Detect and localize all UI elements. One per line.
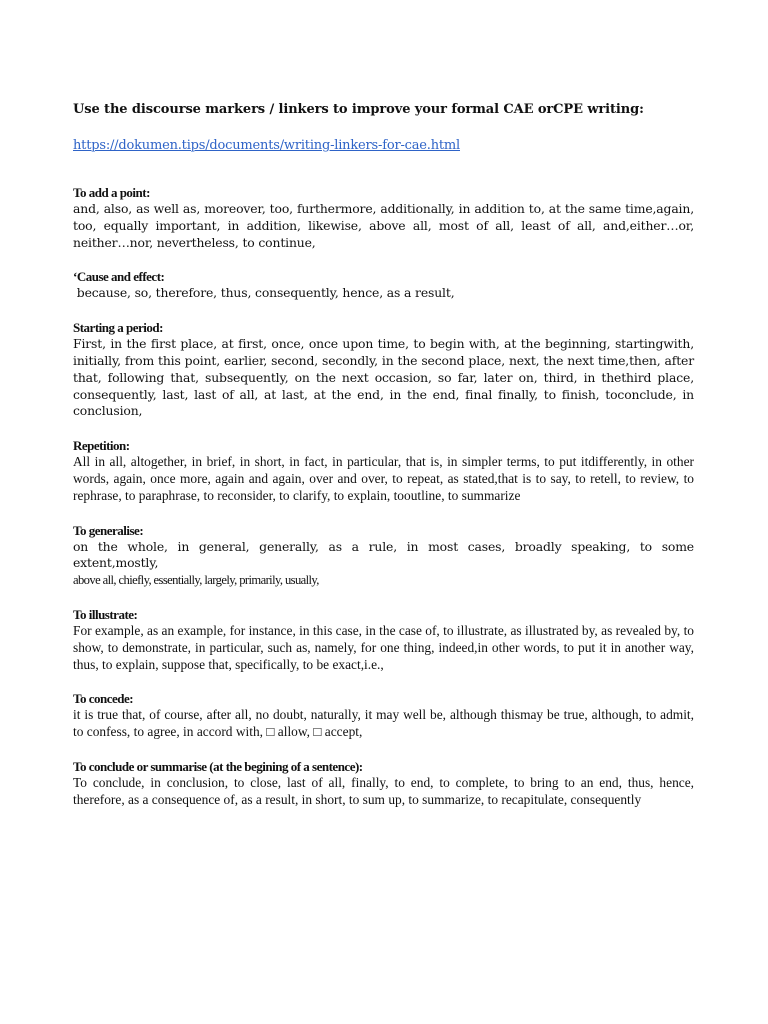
document-heading: Use the discourse markers / linkers to improve your formal CAE orCPE writing: (73, 102, 644, 117)
section-body: it is true that, of course, after all, no doubt, naturally, it may well be, although thismay be true, although, to admit, to confess, to agree, in accord with, □ allow, □ accept, (73, 707, 694, 740)
section-body-line: above all, chiefly, essentially, largely, primarily, usually, (73, 573, 319, 588)
section-title: ‘Cause and effect: (73, 269, 165, 285)
section-starting-a-period (73, 319, 694, 420)
section-cause-and-effect (73, 268, 694, 302)
section-generalise (73, 522, 694, 589)
section-illustrate (73, 606, 694, 673)
section-body-line: on the whole, in general, generally, as a rule, in most cases, broadly speaking, to some extent,mostly, (73, 538, 694, 571)
section-title: Starting a period: (73, 320, 163, 336)
section-body: For example, as an example, for instance, in this case, in the case of, to illustrate, as illustrated by, as revealed by, to show, to demonstrate, in particular, such as, namely, for one thing, indeed,in other words, to put it in another way, thus, to explain, suppose that, specifically, to be exact,i.e., (73, 622, 694, 672)
section-title: To generalise: (73, 522, 144, 538)
section-conclude-or-summarise (73, 758, 694, 809)
section-title: To concede: (73, 691, 134, 707)
document-page (73, 100, 694, 809)
section-title: To illustrate: (73, 606, 138, 622)
section-title: To conclude or summarise (at the begining of a sentence): (73, 758, 363, 774)
section-concede (73, 690, 694, 741)
section-body: All in all, altogether, in brief, in short, in fact, in particular, that is, in simpler terms, to put itdifferently, in other words, again, once more, again and again, over and over, to repeat, as stated,that is to say, to retell, to review, to rephrase, to paraphrase, to reconsider, to clarify, to explain, tooutline, to summarize (73, 454, 694, 503)
section-body: and, also, as well as, moreover, too, furthermore, additionally, in addition to, at the same time,again, too, equally important, in addition, likewise, above all, most of all, least of all, and,either…or, neither…nor, nevertheless, to continue, (73, 201, 694, 250)
source-link[interactable]: https://dokumen.tips/documents/writing-linkers-for-cae.html (73, 138, 460, 153)
section-repetition (73, 437, 694, 504)
section-body: because, so, therefore, thus, consequently, hence, as a result, (73, 285, 455, 301)
section-body: First, in the first place, at first, once, once upon time, to begin with, at the beginning, startingwith, initially, from this point, earlier, second, secondly, in the second place, next, the next time,then, after that, following that, subsequently, on the next occasion, so far, later on, third, in thethird place, consequently, last, last of all, at last, at the end, in the end, final finally, to finish, toconclude, in conclusion, (73, 336, 694, 419)
section-body (73, 539, 694, 589)
section-add-a-point (73, 184, 694, 251)
section-title: Repetition: (73, 438, 130, 454)
section-title: To add a point: (73, 185, 150, 200)
section-body: To conclude, in conclusion, to close, last of all, finally, to end, to complete, to bring to an end, thus, hence, therefore, as a consequence of, as a result, in short, to sum up, to summarize, to recapitulate, consequently (73, 774, 694, 807)
